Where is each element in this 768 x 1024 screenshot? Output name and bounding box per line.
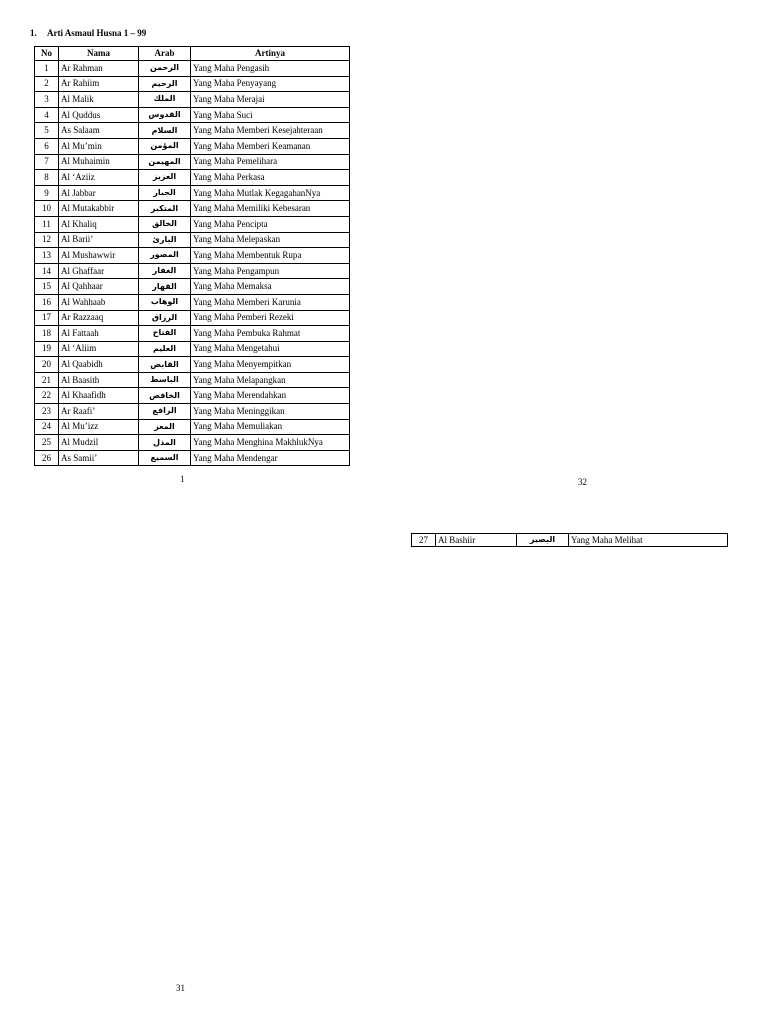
- cell-number: 4: [35, 107, 59, 123]
- cell-meaning: Yang Maha Menghina MakhlukNya: [191, 435, 350, 451]
- cell-name: As Salaam: [59, 123, 139, 139]
- cell-arabic: الغفار: [139, 263, 191, 279]
- cell-arabic: الرزاق: [139, 310, 191, 326]
- cell-arabic: العليم: [139, 341, 191, 357]
- cell-arabic: الوهاب: [139, 294, 191, 310]
- cell-meaning: Yang Maha Merendahkan: [191, 388, 350, 404]
- cell-name: Al Barii’: [59, 232, 139, 248]
- cell-arabic: الرحمن: [139, 61, 191, 77]
- cell-arabic: العزيز: [139, 170, 191, 186]
- cell-number: 27: [412, 534, 436, 547]
- cell-name: Al Ghaffaar: [59, 263, 139, 279]
- cell-number: 22: [35, 388, 59, 404]
- cell-meaning: Yang Maha Memaksa: [191, 279, 350, 295]
- cell-number: 9: [35, 185, 59, 201]
- cell-name: Al Mudzil: [59, 435, 139, 451]
- cell-meaning: Yang Maha Pembuka Rahmat: [191, 326, 350, 342]
- cell-arabic: الرحيم: [139, 76, 191, 92]
- cell-name: Al ‘Aliim: [59, 341, 139, 357]
- cell-number: 14: [35, 263, 59, 279]
- table-row: [35, 419, 350, 435]
- table-row: [35, 232, 350, 248]
- page-number: 1: [180, 474, 185, 484]
- cell-number: 1: [35, 61, 59, 77]
- table-row: [35, 170, 350, 186]
- cell-meaning: Yang Maha Memiliki Kebesaran: [191, 201, 350, 217]
- cell-number: 3: [35, 92, 59, 108]
- cell-name: Al ‘Aziiz: [59, 170, 139, 186]
- table-body: [412, 534, 728, 547]
- cell-arabic: القهار: [139, 279, 191, 295]
- cell-meaning: Yang Maha Memuliakan: [191, 419, 350, 435]
- cell-name: Al Jabbar: [59, 185, 139, 201]
- cell-arabic: الخالق: [139, 216, 191, 232]
- cell-number: 21: [35, 372, 59, 388]
- cell-number: 11: [35, 216, 59, 232]
- column-header-no: No: [35, 47, 59, 61]
- cell-name: Al Mu’min: [59, 138, 139, 154]
- cell-number: 2: [35, 76, 59, 92]
- table-row: [35, 216, 350, 232]
- asmaul-husna-table: [34, 46, 350, 466]
- cell-number: 19: [35, 341, 59, 357]
- cell-name: Al Qahhaar: [59, 279, 139, 295]
- column-header-nama: Nama: [59, 47, 139, 61]
- table-row: [35, 404, 350, 420]
- cell-number: 16: [35, 294, 59, 310]
- table-row: [412, 534, 728, 547]
- cell-meaning: Yang Maha Pemelihara: [191, 154, 350, 170]
- cell-number: 6: [35, 138, 59, 154]
- cell-name: Al Malik: [59, 92, 139, 108]
- table-row: [35, 107, 350, 123]
- cell-name: Al Muhaimin: [59, 154, 139, 170]
- table-row: [35, 248, 350, 264]
- cell-name: Al Baasith: [59, 372, 139, 388]
- table-row: [35, 154, 350, 170]
- cell-name: Al Quddus: [59, 107, 139, 123]
- table-row: [35, 450, 350, 466]
- cell-number: 5: [35, 123, 59, 139]
- cell-name: Al Khaafidh: [59, 388, 139, 404]
- table-row: [35, 201, 350, 217]
- cell-arabic: المذل: [139, 435, 191, 451]
- table-row: [35, 185, 350, 201]
- cell-number: 18: [35, 326, 59, 342]
- cell-number: 23: [35, 404, 59, 420]
- cell-meaning: Yang Maha Mutlak KegagahanNya: [191, 185, 350, 201]
- table-row: [35, 310, 350, 326]
- cell-meaning: Yang Maha Melihat: [569, 534, 728, 547]
- cell-arabic: المهيمن: [139, 154, 191, 170]
- table-row: [35, 372, 350, 388]
- cell-number: 17: [35, 310, 59, 326]
- cell-number: 24: [35, 419, 59, 435]
- cell-name: Ar Rahiim: [59, 76, 139, 92]
- cell-meaning: Yang Maha Perkasa: [191, 170, 350, 186]
- cell-meaning: Yang Maha Meninggikan: [191, 404, 350, 420]
- cell-arabic: البصير: [517, 534, 569, 547]
- table-row: [35, 123, 350, 139]
- cell-number: 7: [35, 154, 59, 170]
- cell-name: Ar Rahman: [59, 61, 139, 77]
- cell-name: Al Qaabidh: [59, 357, 139, 373]
- cell-meaning: Yang Maha Penyayang: [191, 76, 350, 92]
- cell-name: Al Fattaah: [59, 326, 139, 342]
- cell-meaning: Yang Maha Pengampun: [191, 263, 350, 279]
- cell-arabic: البارئ: [139, 232, 191, 248]
- page-number: 31: [176, 983, 185, 993]
- table-row: [35, 76, 350, 92]
- cell-meaning: Yang Maha Menyempitkan: [191, 357, 350, 373]
- cell-arabic: المؤمن: [139, 138, 191, 154]
- cell-meaning: Yang Maha Pengasih: [191, 61, 350, 77]
- cell-number: 25: [35, 435, 59, 451]
- cell-name: Ar Raafi’: [59, 404, 139, 420]
- cell-name: Al Khaliq: [59, 216, 139, 232]
- cell-number: 26: [35, 450, 59, 466]
- cell-meaning: Yang Maha Merajai: [191, 92, 350, 108]
- cell-arabic: الفتاح: [139, 326, 191, 342]
- cell-name: Ar Razzaaq: [59, 310, 139, 326]
- cell-arabic: السلام: [139, 123, 191, 139]
- table-header-row: [35, 47, 350, 61]
- section-number: 1.: [30, 28, 37, 38]
- asmaul-husna-table-continued: [411, 533, 728, 547]
- cell-name: Al Mutakabbir: [59, 201, 139, 217]
- cell-number: 15: [35, 279, 59, 295]
- table-row: [35, 435, 350, 451]
- table-row: [35, 341, 350, 357]
- page-number: 32: [578, 477, 587, 487]
- cell-name: Al Mu’izz: [59, 419, 139, 435]
- cell-arabic: المصور: [139, 248, 191, 264]
- cell-meaning: Yang Maha Pencipta: [191, 216, 350, 232]
- table-row: [35, 326, 350, 342]
- cell-number: 10: [35, 201, 59, 217]
- cell-arabic: الرافع: [139, 404, 191, 420]
- cell-name: As Samii’: [59, 450, 139, 466]
- cell-arabic: الجبار: [139, 185, 191, 201]
- cell-meaning: Yang Maha Suci: [191, 107, 350, 123]
- cell-meaning: Yang Maha Mendengar: [191, 450, 350, 466]
- cell-meaning: Yang Maha Membentuk Rupa: [191, 248, 350, 264]
- section-title: Arti Asmaul Husna 1 – 99: [47, 28, 147, 38]
- cell-arabic: الباسط: [139, 372, 191, 388]
- table-row: [35, 357, 350, 373]
- cell-meaning: Yang Maha Melepaskan: [191, 232, 350, 248]
- cell-arabic: القدوس: [139, 107, 191, 123]
- cell-arabic: الخافض: [139, 388, 191, 404]
- cell-number: 8: [35, 170, 59, 186]
- column-header-artinya: Artinya: [191, 47, 350, 61]
- cell-meaning: Yang Maha Melapangkan: [191, 372, 350, 388]
- cell-meaning: Yang Maha Memberi Kesejahteraan: [191, 123, 350, 139]
- table-row: [35, 61, 350, 77]
- cell-arabic: الملك: [139, 92, 191, 108]
- cell-meaning: Yang Maha Pemberi Rezeki: [191, 310, 350, 326]
- section-heading: [30, 28, 146, 38]
- cell-number: 13: [35, 248, 59, 264]
- column-header-arab: Arab: [139, 47, 191, 61]
- table-row: [35, 388, 350, 404]
- cell-meaning: Yang Maha Mengetahui: [191, 341, 350, 357]
- cell-arabic: المتكبر: [139, 201, 191, 217]
- cell-name: Al Mushawwir: [59, 248, 139, 264]
- cell-meaning: Yang Maha Memberi Karunia: [191, 294, 350, 310]
- cell-number: 20: [35, 357, 59, 373]
- cell-arabic: القابض: [139, 357, 191, 373]
- table-row: [35, 138, 350, 154]
- cell-number: 12: [35, 232, 59, 248]
- cell-arabic: السميع: [139, 450, 191, 466]
- cell-name: Al Bashiir: [436, 534, 517, 547]
- cell-meaning: Yang Maha Memberi Keamanan: [191, 138, 350, 154]
- table-row: [35, 263, 350, 279]
- table-row: [35, 279, 350, 295]
- table-row: [35, 92, 350, 108]
- table-body: [35, 61, 350, 466]
- table-row: [35, 294, 350, 310]
- cell-arabic: المعز: [139, 419, 191, 435]
- cell-name: Al Wahhaab: [59, 294, 139, 310]
